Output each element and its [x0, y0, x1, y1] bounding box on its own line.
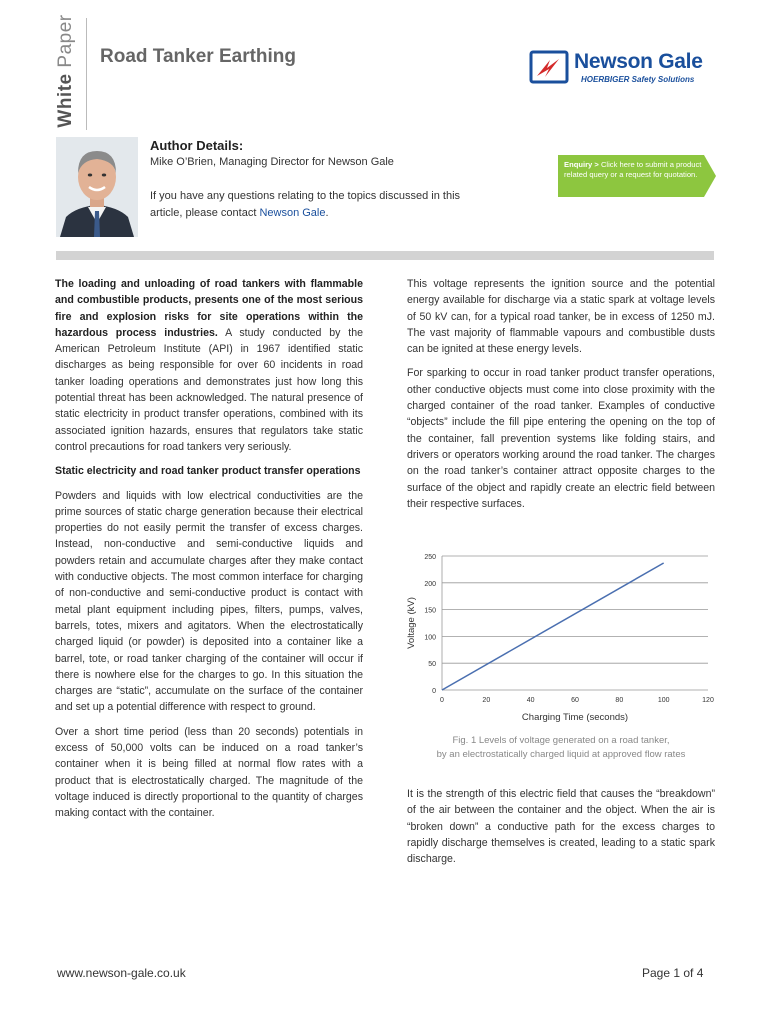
contact-text: If you have any questions relating to the topics discussed in this article, please contact	[150, 190, 461, 219]
footer-url[interactable]: www.newson-gale.co.uk	[57, 966, 186, 980]
vertical-title-bold: White	[55, 73, 76, 128]
x-tick-label: 40	[526, 697, 535, 704]
caption-line-1: Fig. 1 Levels of voltage generated on a road tanker,	[452, 735, 670, 746]
page-number: Page 1 of 4	[642, 966, 704, 980]
x-tick-label: 120	[702, 697, 714, 704]
logo-tagline: HOERBIGER Safety Solutions	[581, 75, 695, 84]
y-tick-label: 200	[424, 580, 436, 588]
left-column	[55, 276, 363, 830]
x-tick-label: 80	[615, 697, 624, 704]
voltage-chart	[404, 546, 718, 732]
author-contact-text	[150, 188, 480, 222]
section-separator	[56, 251, 714, 260]
x-tick-label: 0	[440, 697, 444, 704]
y-tick-label: 50	[428, 661, 436, 669]
x-tick-label: 20	[482, 697, 491, 704]
header-divider	[86, 18, 87, 130]
y-tick-label: 100	[424, 634, 436, 642]
paragraph-sparking: For sparking to occur in road tanker product transfer operations, other conductive objects must come into close proximity with the charged container of the road tanker. Examples of conductive “objects” include the fill pipe entering the opening on the top of the container, fall prevention systems like folding stairs, and drivers or operators working around the road tanker. The charges on the road tanker’s container attract opposite charges to the surface of the object and rapidly create an electric field between their respective surfaces.	[407, 367, 715, 510]
paragraph-powders: Powders and liquids with low electrical conductivities are the prime sources of static charge generation because their electrical properties do not easily permit the transfer of excess charges. Instead, non-conductive and semi-conductive liquids and powders retain and accumulate charges after they make contact with conductive objects. The most common interface for charging of non-conductive and semi-conductive product is contact with metal plant equipment including pipes, filters, pumps, valves, barrels, totes, mixers and agitators. When the electrostatically charged liquid (or powder) is deposited into a container like a barrel, tote, or road tanker charging of the container will occur if there is nowhere else for the charges to go. In this situation the charges are “static”, accumulate on the surface of the container and set up a potential difference with respect to ground.	[55, 489, 363, 714]
enquiry-label: Enquiry >	[564, 160, 599, 169]
paragraph-short-time: Over a short time period (less than 20 seconds) potentials in excess of 50,000 volts can be induced on a road tanker’s container when it is being filled at normal flow rates with a product that is electrostatically charged. The magnitude of the voltage induced is directly proportional to the quantity of charges making contact with the container.	[55, 725, 363, 820]
enquiry-button[interactable]	[558, 155, 716, 197]
contact-end: .	[325, 207, 329, 219]
x-tick-label: 60	[571, 697, 579, 704]
author-heading: Author Details:	[150, 138, 244, 153]
right-column-bottom	[407, 786, 715, 875]
series-line-voltage	[442, 563, 664, 690]
intro-rest: A study conducted by the American Petroleum Institute (API) in 1967 identified static discharges as being responsible for over 60 incidents in road tanker loading operations and demonstrates just how long this potential threat has been acknowledged. The natural presence of static electricity in product transfer operations, combined with its associated ignition hazards, ensures that regulators take static control precautions for road tankers very seriously.	[55, 326, 363, 453]
contact-link[interactable]: Newson Gale	[259, 207, 326, 219]
right-column	[407, 276, 715, 520]
author-name: Mike O’Brien, Managing Director for Newson Gale	[150, 156, 394, 168]
y-tick-label: 0	[432, 688, 436, 695]
vertical-title-light: Paper	[55, 14, 76, 68]
caption-line-2: by an electrostatically charged liquid at approved flow rates	[436, 749, 686, 760]
paragraph-breakdown: It is the strength of this electric field that causes the “breakdown” of the air between the container and the object. When the air is “broken down” a conductive path for the excess charges to rapidly discharge themselves is created, leading to a static spark discharge.	[407, 788, 715, 866]
logo-name: Newson Gale	[574, 50, 703, 73]
intro-bold: The loading and unloading of road tankers with flammable and combustible products, presents one of the most serious fire and explosion risks for site operations within the hazardous process industries.	[55, 278, 363, 339]
section-subheading: Static electricity and road tanker product transfer operations	[55, 465, 361, 478]
y-tick-label: 150	[424, 607, 436, 615]
paragraph-voltage: This voltage represents the ignition source and the potential energy available for discharge via a static spark at voltage levels of 50 kV can, for a typical road tanker, be in excess of 1250 mJ. The vast majority of flammable vapours and combustible dusts can be ignited at these energy levels.	[407, 278, 715, 356]
page-title: Road Tanker Earthing	[100, 46, 297, 67]
x-tick-label: 100	[657, 697, 670, 704]
author-photo	[56, 137, 138, 237]
figure-caption	[407, 734, 715, 762]
y-tick-label: 250	[424, 554, 436, 561]
enquiry-text: Click here to submit a product related query or a request for quotation.	[564, 160, 702, 179]
x-axis-label: Charging Time (seconds)	[521, 712, 629, 723]
y-axis-label: Voltage (kV)	[406, 597, 417, 649]
vertical-doc-type-label	[42, 12, 90, 130]
